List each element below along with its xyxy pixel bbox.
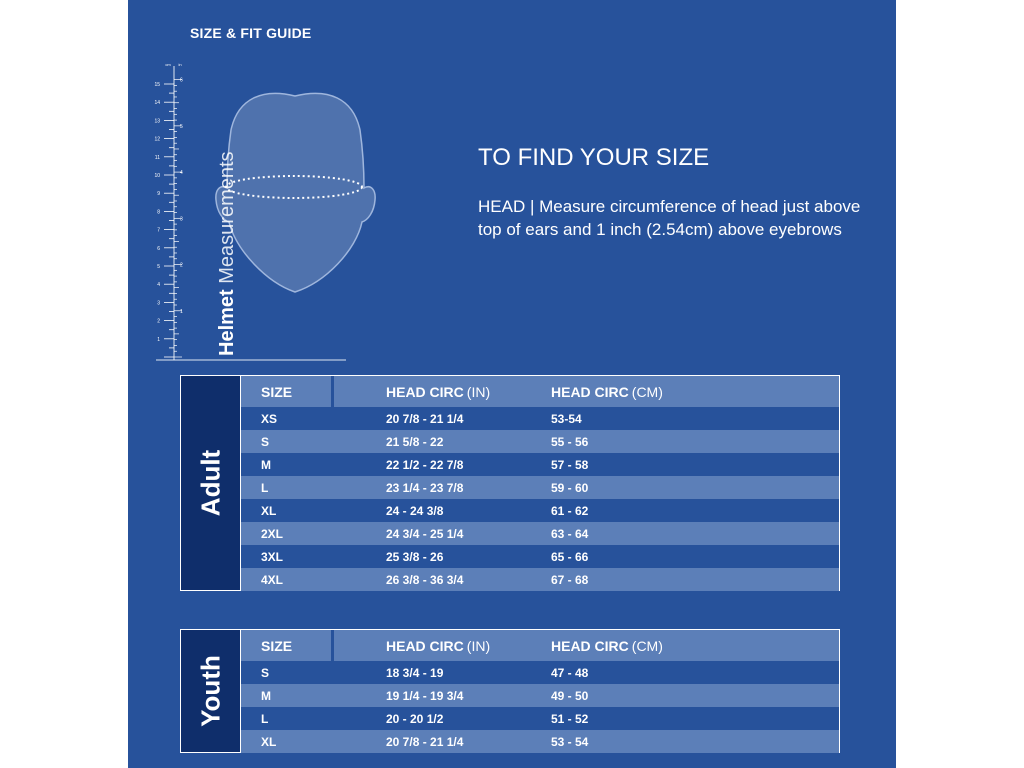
ruler-cm-label: 1 [157, 336, 160, 343]
size-cell: L [261, 480, 269, 495]
ruler-in-unit: in [178, 62, 182, 67]
guide-title: SIZE & FIT GUIDE [190, 25, 312, 41]
helmet-label: Helmet [216, 289, 238, 356]
head-circ-cm-unit: (CM) [631, 383, 663, 400]
instructions-description: HEAD | Measure circumference of head just above top of ears and 1 inch (2.54cm) above eyebrows [478, 197, 861, 239]
head-circ-cm-cell: 53 - 54 [551, 734, 589, 749]
ruler-in-label: 5 [180, 123, 183, 130]
size-cell: XL [261, 503, 277, 518]
adult-size-table [180, 375, 840, 591]
ruler-cm-label: 13 [154, 118, 160, 125]
size-cell: M [261, 688, 271, 703]
head-circ-in-cell: 20 7/8 - 21 1/4 [386, 734, 464, 749]
ruler-cm-label: 6 [157, 245, 160, 252]
table-row [241, 407, 839, 430]
head-circ-in-cell: 25 3/8 - 26 [386, 549, 444, 564]
youth-size-table [180, 629, 840, 753]
youth-label: Youth [195, 655, 225, 727]
ruler-cm-label: 11 [154, 154, 160, 161]
ruler-cm-label: 10 [154, 173, 160, 179]
adult-grid [241, 375, 840, 591]
head-circ-in-cell: 21 5/8 - 22 [386, 434, 444, 449]
head-circ-in-cell: 20 - 20 1/2 [386, 711, 444, 726]
head-circ-in-cell: 19 1/4 - 19 3/4 [386, 688, 464, 703]
measuring-ruler [128, 0, 896, 380]
head-circ-in-cell: 18 3/4 - 19 [386, 665, 444, 680]
head-circ-cm-header [551, 630, 663, 661]
ruler-cm-label: 5 [157, 264, 160, 270]
head-circ-cm-cell: 67 - 68 [551, 572, 589, 587]
head-circ-cm-cell: 59 - 60 [551, 480, 589, 495]
ruler-in-label: 3 [180, 216, 183, 223]
table-row [241, 476, 839, 499]
helmet-measurements-label [216, 151, 239, 356]
ruler-cm-label: 9 [157, 191, 160, 198]
head-circ-cm-cell: 47 - 48 [551, 665, 589, 680]
table-row [241, 522, 839, 545]
youth-grid [241, 629, 840, 753]
ruler-in-label: 1 [180, 308, 183, 315]
head-circ-cm-cell: 65 - 66 [551, 549, 589, 564]
ruler-in-label: 6 [180, 77, 183, 84]
size-cell: XL [261, 734, 277, 749]
table-row [241, 499, 839, 522]
measurements-label: Measurements [216, 151, 238, 284]
ruler-in-label: 4 [180, 170, 183, 177]
table-row [241, 545, 839, 568]
size-cell: 3XL [261, 549, 284, 564]
size-cell: 2XL [261, 526, 284, 541]
size-cell: L [261, 711, 269, 726]
size-cell: M [261, 457, 271, 472]
head-circ-cm-cell: 57 - 58 [551, 457, 589, 472]
youth-side-label [180, 629, 241, 753]
adult-label: Adult [195, 449, 225, 517]
head-circ-cm-bold: HEAD CIRC [551, 637, 629, 654]
size-cell: 4XL [261, 572, 284, 587]
header-divider [331, 376, 334, 407]
head-circ-cm-bold: HEAD CIRC [551, 383, 629, 400]
table-row [241, 661, 839, 684]
size-cell: XS [261, 411, 278, 426]
size-cell: S [261, 665, 270, 680]
table-row [241, 730, 839, 753]
head-circ-in-unit: (IN) [466, 637, 491, 654]
head-outline [216, 93, 375, 292]
head-circ-in-cell: 24 3/4 - 25 1/4 [386, 526, 464, 541]
size-guide-panel [128, 0, 896, 768]
head-circ-in-cell: 20 7/8 - 21 1/4 [386, 411, 464, 426]
head-circ-in-cell: 26 3/8 - 36 3/4 [386, 572, 464, 587]
head-circ-in-bold: HEAD CIRC [386, 637, 464, 654]
size-header: SIZE [261, 637, 293, 654]
head-circ-cm-cell: 51 - 52 [551, 711, 589, 726]
table-row [241, 453, 839, 476]
head-circ-in-header [386, 376, 490, 407]
table-row [241, 707, 839, 730]
table-row [241, 430, 839, 453]
ruler-cm-label: 2 [157, 318, 160, 325]
ruler-labels [154, 78, 183, 343]
head-circ-cm-cell: 63 - 64 [551, 526, 589, 541]
size-header: SIZE [261, 383, 293, 400]
head-illustration [216, 93, 375, 292]
ruler-cm-unit: cm [165, 62, 171, 67]
table-row [241, 568, 839, 591]
ruler-cm-label: 4 [157, 282, 160, 289]
head-circ-in-cell: 24 - 24 3/8 [386, 503, 444, 518]
ruler-cm-label: 14 [154, 100, 160, 107]
head-circ-cm-cell: 49 - 50 [551, 688, 589, 703]
head-circ-in-header [386, 630, 490, 661]
head-circ-cm-unit: (CM) [631, 637, 663, 654]
ruler-in-label: 2 [180, 262, 183, 269]
head-circ-in-unit: (IN) [466, 383, 491, 400]
head-circ-in-bold: HEAD CIRC [386, 383, 464, 400]
ruler-cm-label: 15 [154, 82, 160, 88]
table-row [241, 684, 839, 707]
head-circ-in-cell: 22 1/2 - 22 7/8 [386, 457, 464, 472]
table-header-row [241, 630, 839, 661]
head-circ-cm-header [551, 376, 663, 407]
ruler-cm-label: 12 [154, 136, 160, 143]
head-circ-cm-cell: 53-54 [551, 411, 582, 426]
instructions-title: TO FIND YOUR SIZE [478, 144, 710, 171]
size-cell: S [261, 434, 270, 449]
header-divider [331, 630, 334, 661]
ruler-cm-label: 8 [157, 209, 160, 216]
table-header-row [241, 376, 839, 407]
head-circ-cm-cell: 55 - 56 [551, 434, 589, 449]
head-circ-cm-cell: 61 - 62 [551, 503, 589, 518]
ruler-cm-label: 7 [157, 227, 160, 234]
head-circ-in-cell: 23 1/4 - 23 7/8 [386, 480, 464, 495]
adult-side-label [180, 375, 241, 591]
ruler-cm-label: 3 [157, 300, 160, 307]
